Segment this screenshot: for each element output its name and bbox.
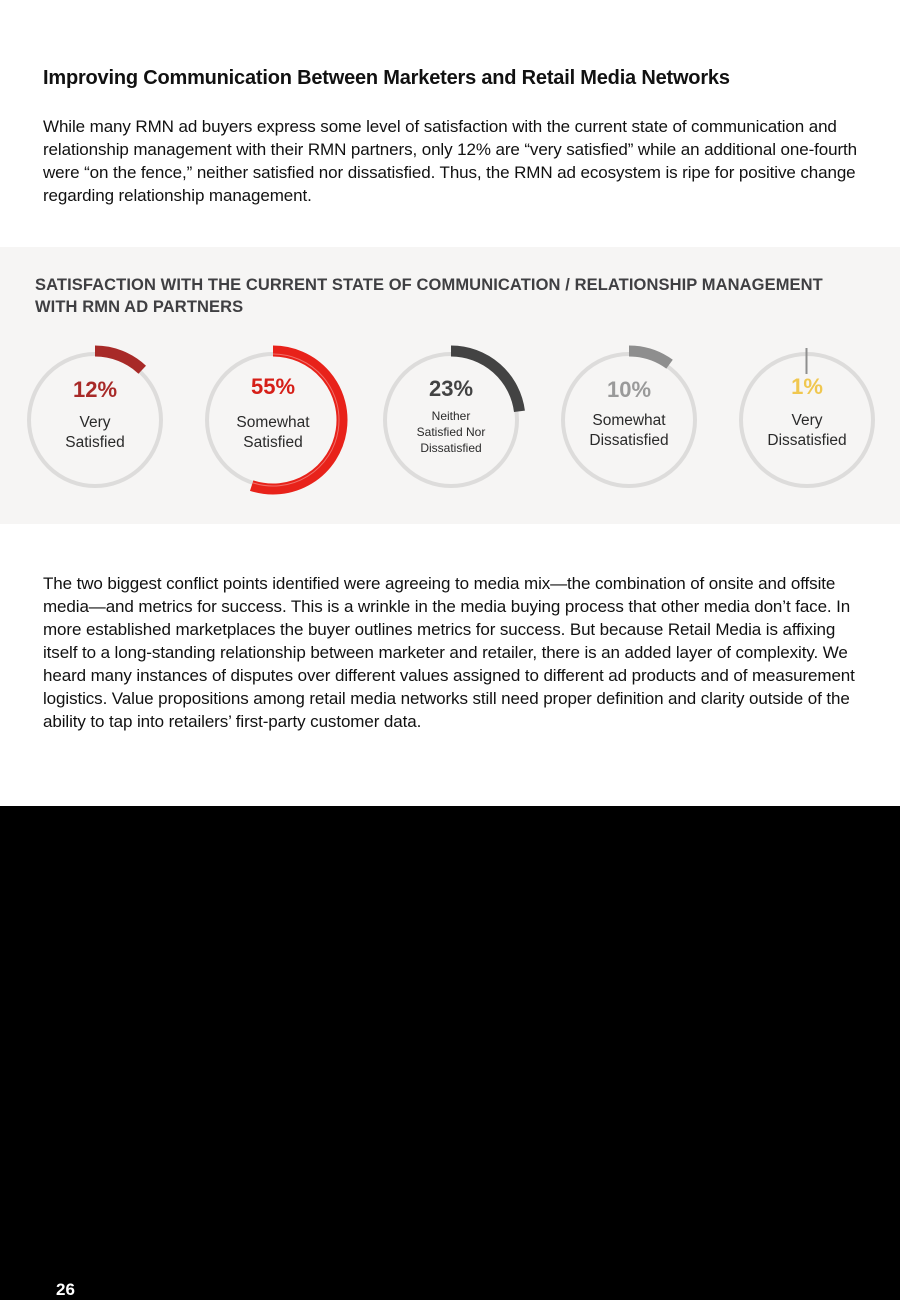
donut-label [15,413,175,453]
donut-label-line: Somewhat [592,412,666,429]
donut-label-line: Dissatisfied [420,441,482,455]
donut-label [193,413,353,453]
donut-percent: 23% [428,376,474,401]
chart-panel [0,247,900,524]
donut-label [549,411,709,451]
donut-label-line: Dissatisfied [767,432,847,449]
donut-label-line: Satisfied [243,434,303,451]
donut-label-line: Satisfied [65,434,125,451]
intro-paragraph: While many RMN ad buyers express some level of satisfaction with the current state of communication and relationship management with their RMN partners, only 12% are “very satisfied” while an additional one-fourth were “on the fence,” neither satisfied nor dissatisfied. Thus, the RMN ad ecosystem is ripe for positive change regarding relationship management. [43,117,858,205]
page-number: 26 [56,1280,75,1299]
donut-label-line: Neither [431,409,471,423]
donut-label-line: Very [791,412,823,429]
donut-percent: 12% [72,377,118,402]
donut-very-satisfied [15,340,175,500]
footer-band [0,806,900,1300]
donut-label-line: Very [79,414,111,431]
donut-value-arc [95,351,142,370]
section-heading: Improving Communication Between Marketers and Retail Media Networks [43,67,730,89]
donut-label [727,411,887,451]
donut-percent: 10% [606,377,652,402]
donut-label-line: Dissatisfied [589,432,669,449]
chart-title: SATISFACTION WITH THE CURRENT STATE OF COMMUNICATION / RELATIONSHIP MANAGEMENT WITH RMN AD PARTNERS [35,276,823,316]
donut-somewhat-satisfied [193,340,353,500]
donut-very-dissatisfied [727,340,887,500]
donut-percent: 55% [250,374,296,399]
donut-somewhat-dissatisfied [549,340,709,500]
body-paragraph: The two biggest conflict points identified were agreeing to media mix—the combination of onsite and offsite media—and metrics for success. This is a wrinkle in the media buying process that other media don’t face. In more established marketplaces the buyer outlines metrics for success. But because Retail Media is affixing itself to a long-standing relationship between marketer and retailer, there is an added layer of complexity. We heard many instances of disputes over different values assigned to different ad products and of measurement logistics. Value propositions among retail media networks still need proper definition and clarity outside of the ability to tap into retailers’ first-party customer data. [43,574,855,731]
donut-label [371,408,531,456]
donut-value-arc [629,351,670,364]
donut-label-line: Somewhat [236,414,310,431]
donut-label-line: Satisfied Nor [416,425,486,439]
donut-neither [371,340,531,500]
donut-percent: 1% [791,374,823,399]
